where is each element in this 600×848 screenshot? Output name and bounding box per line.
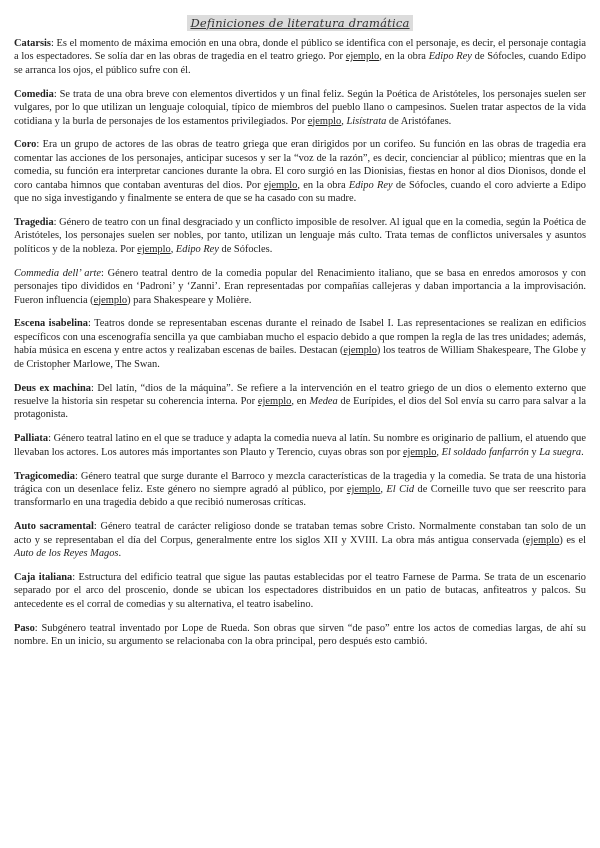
entry-auto-sacramental: Auto sacramental: Género teatral de carácter religioso donde se trataban temas sobre Cristo. Normalmente constaban tan solo de un acto y se representaban el día del Corpus, generalmente entre los siglos XII y XVIII. La obra más antigua conservada (ejemplo) es el Auto de los Reyes Magos. [14,521,586,560]
entry-paso: Paso: Subgénero teatral inventado por Lope de Rueda. Son obras que sirven “de paso” entre los actos de comedias largas, de ahí su nombre. En un inicio, su argumento se relacionaba con la obra principal, pero después esto cambió. [14,622,586,648]
term: Catarsis [14,38,51,49]
entry-commedia: Commedia dell’ arte: Género teatral dentro de la comedia popular del Renacimiento italiano, que se basa en enredos amorosos y con personajes tipo divididos en ‘Padroni’ y ‘Zanni’. Eran representadas por compañías callejeras y daban importancia a la improvisación. Fueron influencia (ejemplo) para Shakespeare y Molière. [14,267,586,306]
entry-catarsis: Catarsis: Es el momento de máxima emoción en una obra, donde el público se identifica con el personaje, es decir, el personaje contagia a los espectadores. Se solía dar en las obras de tragedia en el teatro griego. Por ejemplo, en la obra Edipo Rey de Sófocles, cuando Edipo se arranca los ojos, el público sufre con él. [14,38,586,76]
document-title: Definiciones de literatura dramática [14,16,586,31]
entry-coro: Coro: Era un grupo de actores de las obras de teatro griega que eran dirigidos por un corifeo. Su función en las obras de tragedia era comentar las acciones de los personajes, anticipar sucesos y ser la “voz de la razón”, es decir, concienciar al público; mientras que en la comedia, su función era interpretar canciones durante la obra. El coro surgió en las Dionisias, fiestas en honor al dios Dionisos, donde el coro cantaba himnos que contaban aventuras del dios. Por ejemplo, en la obra Edipo Rey de Sófocles, cuando el coro advierte a Edipo que no siga investigando y finalmente se entera de que se ha casado con su madre. [14,139,587,205]
term: Commedia dell’ arte [14,267,102,279]
work-title: El Cid [386,483,415,495]
work-title: El soldado fanfarrón [441,446,529,458]
work-title: Medea [309,395,338,407]
example-link[interactable]: ejemplo [525,534,560,546]
example-link[interactable]: ejemplo [93,294,128,306]
example-link[interactable]: ejemplo [307,115,342,127]
entry-deus-ex-machina: Deus ex machina: Del latín, “dios de la máquina”. Se refiere a la intervención en el teatro griego de un dios o elemento externo que resuelve la historia sin respetar su coherencia interna. Por ejemplo, en Medea de Eurípides, el dios del Sol envía su carro para salvar a la protagonista. [14,382,587,421]
example-link[interactable]: ejemplo [343,345,377,357]
entry-tragicomedia: Tragicomedia: Género teatral que surge durante el Barroco y mezcla características de la tragedia y la comedia. Se trata de una historia trágica con un desenlace feliz. Este género no siempre agradó al público, por ejemplo, El Cid de Corneille tuvo que ser reescrito para transformarlo en una tragedia debido a que recibió numerosas críticas. [14,470,586,509]
term: Palliata [14,433,49,445]
work-title: Edipo Rey [348,179,393,191]
term: Escena isabelina [14,318,88,330]
term: Paso [14,622,35,634]
example-link[interactable]: ejemplo [137,243,171,255]
work-title: Edipo Rey [428,51,472,63]
example-link[interactable]: ejemplo [345,51,380,63]
example-link[interactable]: ejemplo [263,179,298,191]
term: Auto sacramental [14,521,94,533]
entry-tragedia: Tragedia: Género de teatro con un final desgraciado y un conflicto imposible de resolver. Al igual que en la comedia, según la Poética de Aristóteles, los personajes suelen ser nobles, por tanto, utilizan un lenguaje más culto. Trata temas de conflictos universales y asuntos políticos y de la nobleza. Por ejemplo, Edipo Rey de Sófocles. [14,216,586,255]
term: Deus ex machina [14,382,91,394]
example-link[interactable]: ejemplo [346,483,381,495]
entry-palliata: Palliata: Género teatral latino en el que se traduce y adapta la comedia nueva al latín. Su nombre es originario de pallium, el atuendo que llevaban los actores. Los autores más importantes son Plauto y Terencio, cuyas obras son por ejemplo, El soldado fanfarrón y La suegra. [14,433,586,458]
work-title: La suegra [539,446,582,458]
entry-escena-isabelina: Escena isabelina: Teatros donde se representaban escenas durante el reinado de Isabel I. Las representaciones se realizan en edificios específicos con una escenografía sencilla ya que cambiaban mucho el espacio debido a que rompen la regla de las tres unidades; además, había música en escena y entre actos y realizaban escenas de bailes. Destacan (ejemplo) los teatros de William Shakespeare, The Globe y de Cristopher Marlowe, The Swan. [14,318,586,370]
entry-comedia: Comedia: Se trata de una obra breve con elementos divertidos y un final feliz. Según la Poética de Aristóteles, los personajes suelen ser vulgares, por lo que utilizan un lenguaje coloquial, típico de miembros del pueblo llano o campesinos. Suelen tratar aspectos de la vida cotidiana y la burla de personajes de los estamentos privilegiados. Por ejemplo, Lisístrata de Aristófanes. [14,88,586,127]
term: Tragicomedia [14,470,75,482]
work-title: Edipo Rey [175,243,219,255]
term: Comedia [14,88,54,100]
term: Tragedia [14,216,54,228]
entry-caja-italiana: Caja italiana: Estructura del edificio teatral que sigue las pautas establecidas por el teatro Farnese de Parma. Se trata de un escenario separado por el arco del proscenio, donde se ubican los espectadores distribuidos en un patio de butacas, anfiteatros y palcos. Su antecedente es el corral de comedias y su alternativa, el teatro isabelino. [14,572,586,610]
term: Coro [14,139,37,151]
example-link[interactable]: ejemplo [402,446,437,458]
work-title: Auto de los Reyes Magos [14,548,119,560]
term: Caja italiana [14,572,73,583]
example-link[interactable]: ejemplo [257,395,292,407]
work-title: Lisístrata [346,115,387,127]
